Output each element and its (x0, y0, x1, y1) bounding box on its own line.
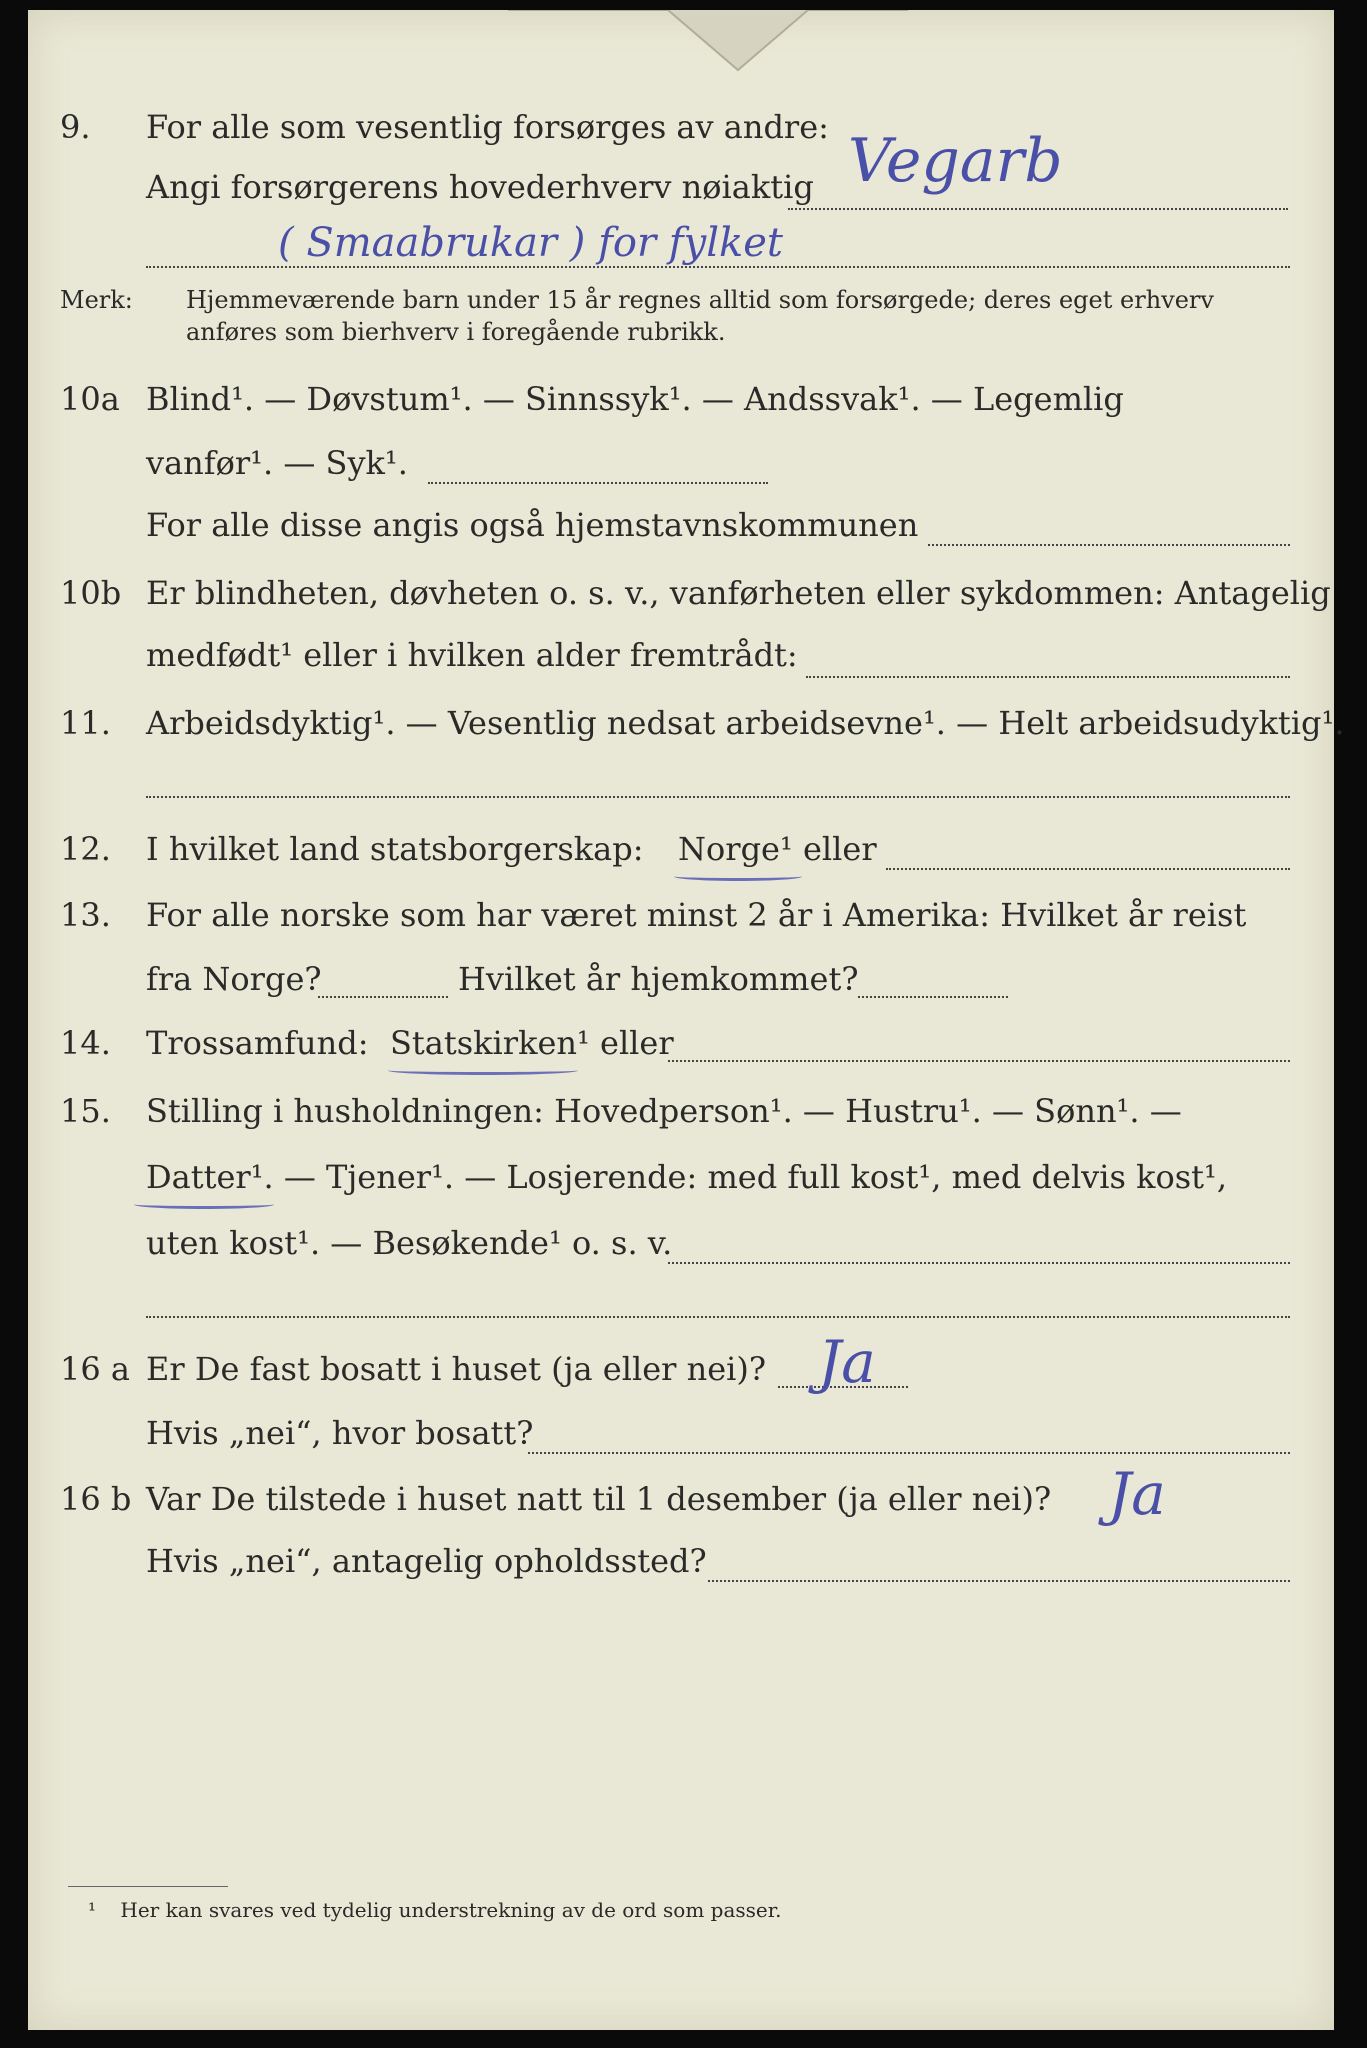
question-number: 10b (60, 574, 122, 612)
answer-line (886, 868, 1290, 870)
paper-tab-notch (508, 10, 908, 90)
handwritten-answer: Vegarb (848, 126, 1063, 196)
question-text: Arbeidsdyktig¹. — Vesentlig nedsat arbeidsevne¹. — Helt arbeidsudyktig¹. (146, 704, 1345, 742)
answer-line (146, 796, 1290, 798)
question-text: vanfør¹. — Syk¹. (146, 444, 408, 482)
question-number: 16 a (60, 1350, 130, 1388)
question-text: Hvis „nei“, hvor bosatt? (146, 1414, 534, 1452)
answer-line (146, 266, 1290, 268)
answer-line (668, 1060, 1290, 1062)
answer-line (428, 482, 768, 484)
question-9-row-3 (28, 220, 1334, 274)
footnote-mark: ¹ (88, 1898, 97, 1922)
footnote-text: Her kan svares ved tydelig understrekning av de ord som passer. (120, 1898, 782, 1922)
question-9-row-1 (28, 108, 1334, 158)
question-10a-row-2 (28, 444, 1334, 494)
note-label: Merk: (60, 286, 133, 314)
question-10b-row-2 (28, 636, 1334, 686)
handwritten-answer: Ja (1108, 1460, 1166, 1528)
question-text: Var De tilstede i huset natt til 1 desember (ja eller nei)? (146, 1480, 1052, 1518)
answer-line (528, 1452, 1290, 1454)
question-number: 13. (60, 896, 111, 934)
handwritten-answer: ( Smaabrukar ) for fylket (278, 220, 783, 266)
question-number: 10a (60, 380, 120, 418)
question-number: 16 b (60, 1480, 132, 1518)
question-number: 11. (60, 704, 111, 742)
question-number: 14. (60, 1024, 111, 1062)
answer-line (858, 996, 1008, 998)
option-text: Statskirken¹ eller (390, 1024, 674, 1062)
answer-line (806, 676, 1290, 678)
question-number: 15. (60, 1092, 111, 1130)
question-text: Angi forsørgerens hovederhverv nøiaktig (146, 168, 814, 206)
question-text: Trossamfund: (146, 1024, 369, 1062)
question-11-row-1 (28, 704, 1345, 754)
question-16a-row-2 (28, 1414, 1334, 1464)
handwritten-underline (134, 1200, 274, 1209)
note-row-2 (28, 318, 1334, 368)
question-text: medfødt¹ eller i hvilken alder fremtrådt: (146, 636, 798, 674)
answer-line (318, 996, 448, 998)
question-15-row-3 (28, 1224, 1334, 1274)
question-15-row-2 (28, 1158, 1334, 1208)
question-text: uten kost¹. — Besøkende¹ o. s. v. (146, 1224, 673, 1262)
footnote (88, 1898, 781, 1922)
question-10b-row-1 (28, 574, 1334, 624)
question-number: 9. (60, 108, 91, 146)
question-text: I hvilket land statsborgerskap: (146, 830, 644, 868)
handwritten-underline (388, 1066, 578, 1075)
question-text: For alle som vesentlig forsørges av andre: (146, 108, 829, 146)
question-number: 12. (60, 830, 111, 868)
question-15-row-4 (28, 1280, 1334, 1330)
question-10a-row-3 (28, 506, 1334, 556)
answer-line (928, 544, 1290, 546)
question-text: Blind¹. — Døvstum¹. — Sinnssyk¹. — Andssvak¹. — Legemlig (146, 380, 1124, 418)
question-text: fra Norge? (146, 960, 322, 998)
answer-line (788, 208, 1288, 210)
question-text: For alle disse angis også hjemstavnskommunen (146, 506, 919, 544)
question-16a-row-1 (28, 1328, 1334, 1400)
question-15-row-1 (28, 1092, 1334, 1142)
question-text: Er De fast bosatt i huset (ja eller nei)? (146, 1350, 767, 1388)
question-12-row-1 (28, 830, 1334, 880)
option-text: Norge¹ eller (678, 830, 877, 868)
question-13-row-2 (28, 960, 1334, 1010)
answer-line (146, 1316, 1290, 1318)
question-16b-row-1 (28, 1460, 1334, 1530)
question-text: Hvilket år hjemkommet? (458, 960, 859, 998)
question-text: Stilling i husholdningen: Hovedperson¹. — Hustru¹. — Sønn¹. — (146, 1092, 1182, 1130)
handwritten-underline (674, 872, 802, 881)
question-14-row-1 (28, 1024, 1334, 1074)
answer-line (708, 1580, 1290, 1582)
footnote-rule (68, 1886, 228, 1887)
question-13-row-1 (28, 896, 1334, 946)
handwritten-answer: Ja (818, 1328, 876, 1396)
census-form-page (28, 10, 1345, 2030)
answer-line (668, 1262, 1290, 1264)
question-text: Er blindheten, døvheten o. s. v., vanførheten eller sykdommen: Antagelig (146, 574, 1331, 612)
question-text: Hvis „nei“, antagelig opholdssted? (146, 1542, 707, 1580)
question-16b-row-2 (28, 1542, 1334, 1592)
question-text: Datter¹. — Tjener¹. — Losjerende: med full kost¹, med delvis kost¹, (146, 1158, 1228, 1196)
question-11-row-2 (28, 764, 1334, 814)
question-10a-row-1 (28, 380, 1334, 430)
question-text: For alle norske som har været minst 2 år i Amerika: Hvilket år reist (146, 896, 1247, 934)
note-text: anføres som bierhverv i foregående rubrikk. (186, 318, 726, 346)
note-text: Hjemmeværende barn under 15 år regnes alltid som forsørgede; deres eget erhverv (186, 286, 1214, 314)
